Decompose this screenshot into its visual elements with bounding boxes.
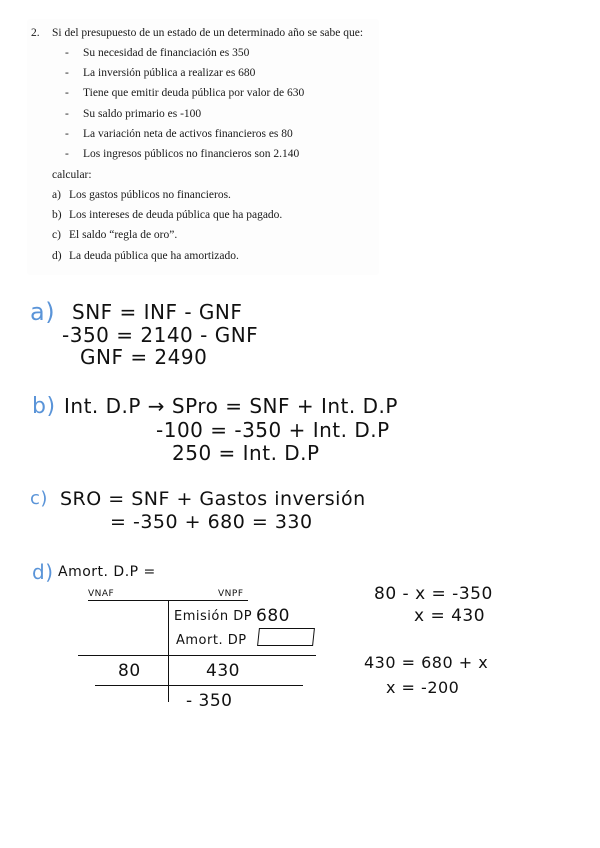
question-letter: c) xyxy=(52,229,61,242)
bullet-item: Los ingresos públicos no financieros son 2.140 xyxy=(83,148,300,160)
side-calc-line-1: 80 - x = -350 xyxy=(374,584,493,604)
answer-c-line-1: SRO = SNF + Gastos inversión xyxy=(60,488,366,510)
bullet-item: Su necesidad de financiación es 350 xyxy=(83,47,250,59)
bullet-dash: - xyxy=(65,107,69,120)
t-account-entry-1-label: Emisión DP xyxy=(174,609,253,624)
question-text: Los gastos públicos no financieros. xyxy=(69,189,231,201)
answer-a-line-2: -350 = 2140 - GNF xyxy=(62,323,259,347)
question-letter: a) xyxy=(52,189,61,201)
bullet-dash: - xyxy=(65,47,69,59)
side-calc-line-4: x = -200 xyxy=(386,678,460,697)
bullet-item: La variación neta de activos financieros es 80 xyxy=(83,127,293,140)
t-account-entry-2-label: Amort. DP xyxy=(176,633,247,648)
t-account-middle-line xyxy=(78,655,316,656)
bullet-item: La inversión pública a realizar es 680 xyxy=(83,67,256,80)
t-account-right-total: 430 xyxy=(206,661,240,681)
answer-b-line-2: -100 = -350 + Int. D.P xyxy=(156,418,390,442)
question-text: La deuda pública que ha amortizado. xyxy=(69,249,239,262)
bullet-dash: - xyxy=(65,127,69,140)
question-letter: b) xyxy=(52,209,62,222)
t-account-result: - 350 xyxy=(186,691,233,711)
answer-a-line-3: GNF = 2490 xyxy=(80,345,208,369)
question-letter: d) xyxy=(52,249,62,262)
answer-d-heading: Amort. D.P = xyxy=(58,564,156,580)
t-account-entry-1-value: 680 xyxy=(256,606,290,626)
bullet-dash: - xyxy=(65,67,69,80)
answer-c-label: c) xyxy=(30,488,48,509)
answer-b-line-3: 250 = Int. D.P xyxy=(172,441,320,465)
amort-dp-empty-box xyxy=(257,628,315,646)
bullet-item: Su saldo primario es -100 xyxy=(83,107,202,120)
t-account-left-header: VNAF xyxy=(88,589,115,599)
problem-statement: Si del presupuesto de un estado de un determinado año se sabe que: xyxy=(52,27,364,39)
answer-d-label: d) xyxy=(32,560,54,584)
t-account-left-total: 80 xyxy=(118,661,141,681)
bullet-dash: - xyxy=(65,148,69,160)
question-text: Los intereses de deuda pública que ha pagado. xyxy=(69,209,283,222)
calc-label: calcular: xyxy=(52,169,92,181)
t-account-bottom-line xyxy=(95,685,303,686)
side-calc-line-2: x = 430 xyxy=(414,606,486,626)
question-text: El saldo “regla de oro”. xyxy=(69,229,178,242)
answer-a-line-1: SNF = INF - GNF xyxy=(72,300,243,324)
answer-b-line-1: Int. D.P → SPro = SNF + Int. D.P xyxy=(64,394,398,418)
answer-c-line-2: = -350 + 680 = 330 xyxy=(110,511,313,533)
bullet-dash: - xyxy=(65,87,69,100)
t-account-vertical-line xyxy=(168,600,169,702)
side-calc-line-3: 430 = 680 + x xyxy=(364,653,489,672)
answer-b-label: b) xyxy=(32,394,56,419)
t-account-right-header: VNPF xyxy=(218,589,244,599)
bullet-item: Tiene que emitir deuda pública por valor de 630 xyxy=(83,87,305,100)
problem-number: 2. xyxy=(31,27,40,39)
answer-a-label: a) xyxy=(30,298,56,326)
